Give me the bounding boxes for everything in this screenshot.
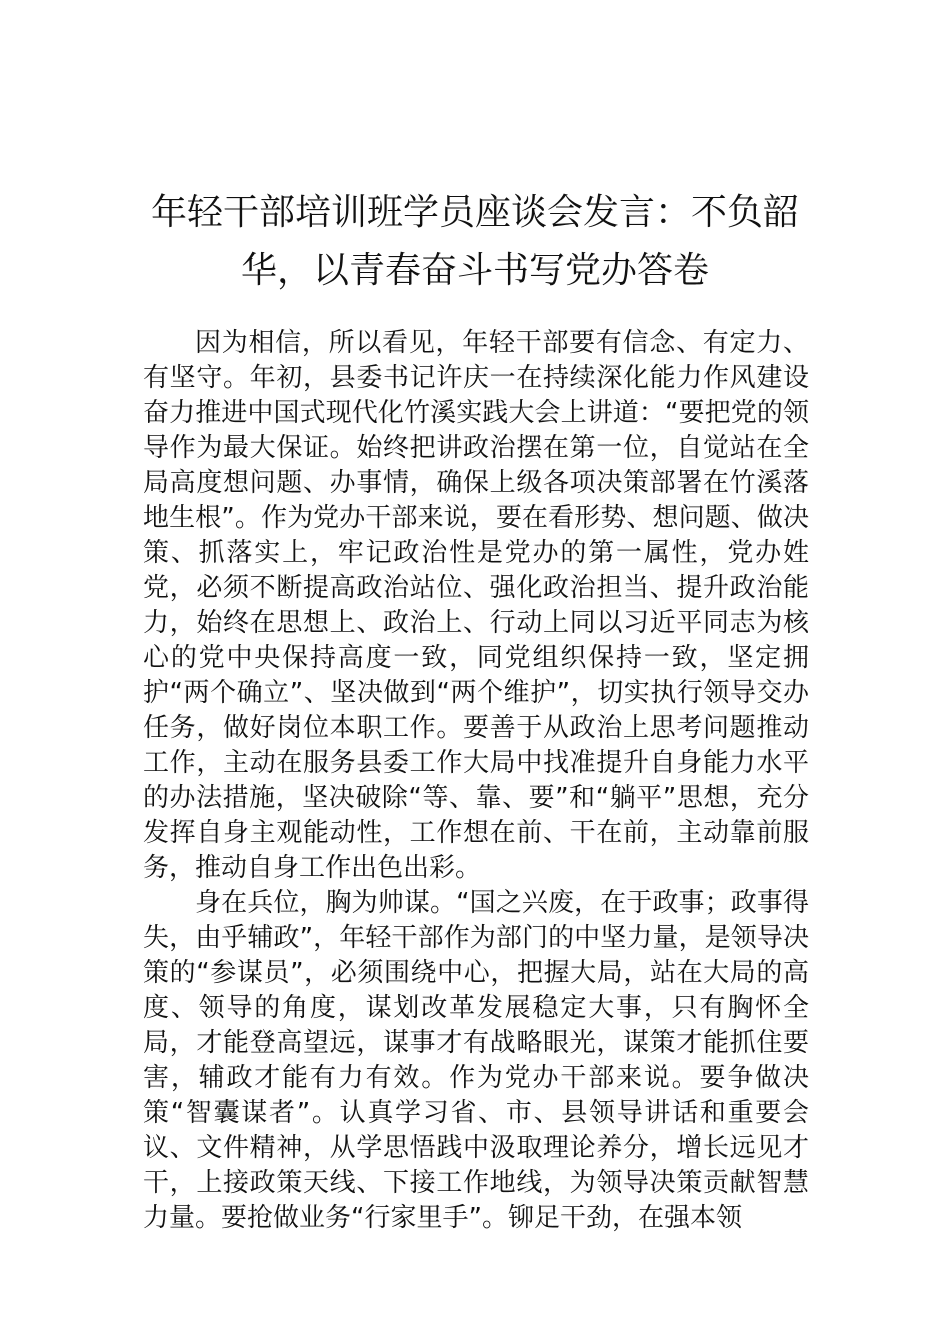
paragraph-1: 因为相信，所以看见，年轻干部要有信念、有定力、有坚守。年初，县委书记许庆一在持续深化能力作风建设奋力推进中国式现代化竹溪实践大会上讲道：“要把党的领导作为最大保证。始终把讲政治摆在第一位，自觉站在全局高度想问题、办事情，确保上级各项决策部署在竹溪落地生根”。作为党办干部来说，要在看形势、想问题、做决策、抓落实上，牢记政治性是党办的第一属性，党办姓党，必须不断提高政治站位、强化政治担当、提升政治能力，始终在思想上、政治上、行动上同以习近平同志为核心的党中央保持高度一致，同党组织保持一致，坚定拥护“两个确立”、坚决做到“两个维护”，切实执行领导交办任务，做好岗位本职工作。要善于从政治上思考问题推动工作，主动在服务县委工作大局中找准提升自身能力水平的办法措施，坚决破除“等、靠、要”和“躺平”思想，充分发挥自身主观能动性，工作想在前、干在前，主动靠前服务，推动自身工作出色出彩。 xyxy=(143,328,809,883)
document-title: 年轻干部培训班学员座谈会发言：不负韶华，以青春奋斗书写党办答卷 xyxy=(150,192,799,292)
paragraph-2: 身在兵位，胸为帅谋。“国之兴废，在于政事；政事得失，由乎辅政”，年轻干部作为部门的中坚力量，是领导决策的“参谋员”，必须围绕中心，把握大局，站在大局的高度、领导的角度，谋划改革发展稳定大事，只有胸怀全局，才能登高望远，谋事才有战略眼光，谋策才能抓住要害，辅政才能有力有效。作为党办干部来说。要争做决策“智囊谋者”。认真学习省、市、县领导讲话和重要会议、文件精神，从学思悟践中汲取理论养分，增长远见才干，上接政策天线、下接工作地线，为领导决策贡献智慧力量。要抢做业务“行家里手”。铆足干劲，在强本领 xyxy=(143,888,809,1233)
document-body xyxy=(143,326,809,1236)
